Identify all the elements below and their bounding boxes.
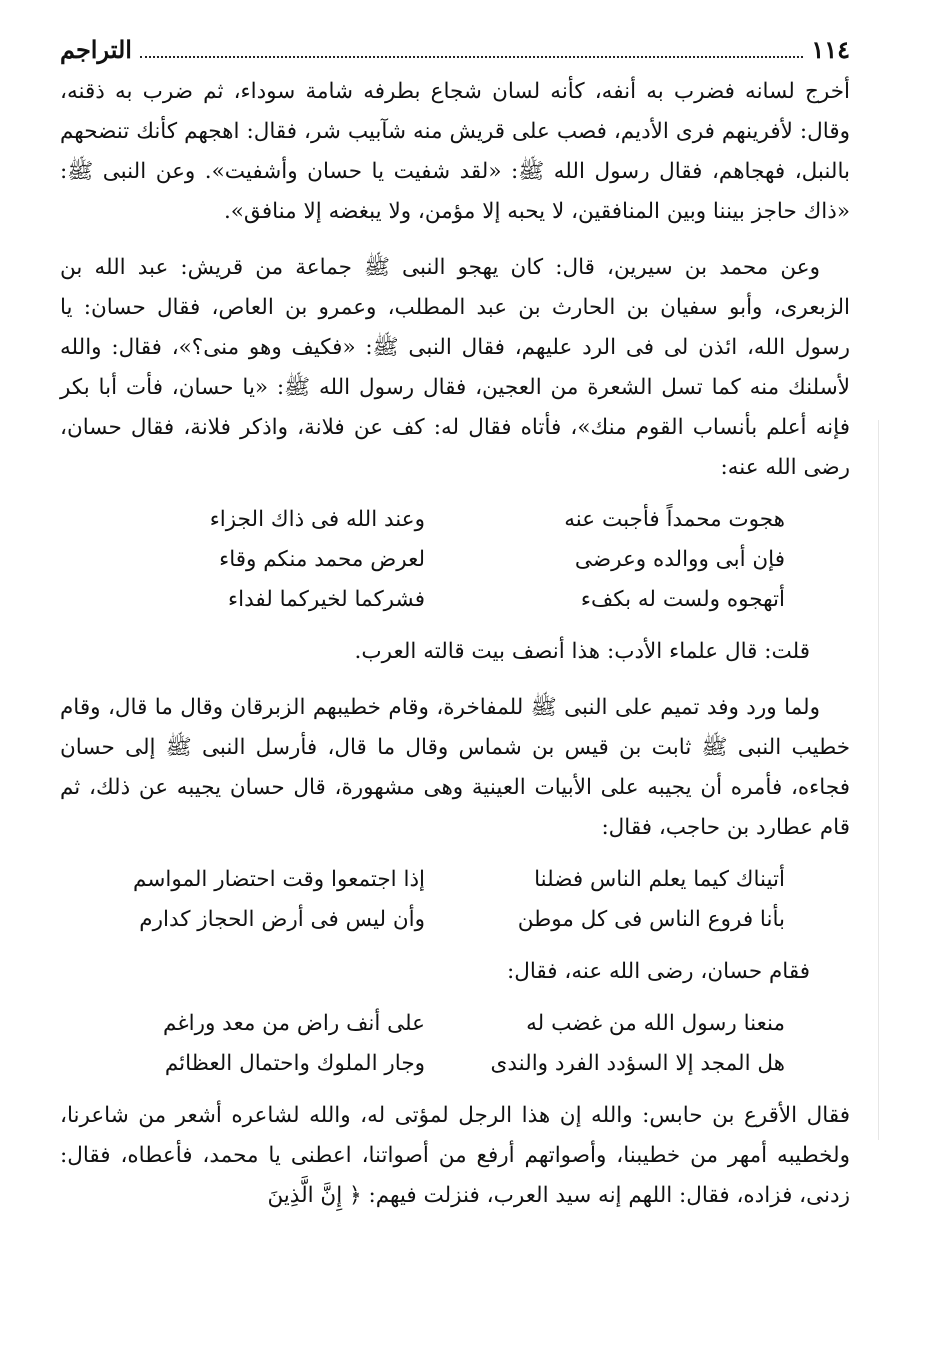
- verse-second-hemistich: وجار الملوك واحتمال العظائم: [164, 1051, 425, 1076]
- verse-line: [125, 900, 785, 940]
- verse-first-hemistich: هل المجد إلا السؤدد الفرد والندى: [490, 1051, 785, 1076]
- verse-line: [125, 1044, 785, 1084]
- verse-line: [125, 500, 785, 540]
- spacer: [60, 672, 850, 688]
- paragraph-1: أخرج لسانه فضرب به أنفه، كأنه لسان شجاع بطرفه شامة سوداء، ثم ضرب به ذقنه، وقال: لأفرينهم فرى الأديم، فصب على قريش منه شآبيب شر، فقال: اهجهم كأنك تنضحهم بالنبل، فهجاهم، فقال رسول الله ﷺ: «لقد شفيت يا حسان وأشفيت». وعن النبى ﷺ: «ذاك حاجز بيننا وبين المنافقين، لا يحبه إلا مؤمن، ولا يبغضه إلا منافق».: [60, 79, 850, 224]
- paragraph-2: وعن محمد بن سيرين، قال: كان يهجو النبى ﷺ جماعة من قريش: عبد الله بن الزبعرى، وأبو سفيان بن الحارث بن عبد المطلب، وعمرو بن العاص، فقال حسان: يا رسول الله، ائذن لى فى الرد عليهم، فقال النبى ﷺ: «فكيف وهو منى؟»، فقال: والله لأسلنك منه كما تسل الشعرة من العجين، فقال رسول الله ﷺ: «يا حسان، فأت أبا بكر فإنه أعلم بأنساب القوم منك»، فأتاه فقال له: كف عن فلانة، واذكر فلانة، فقال حسان، رضى الله عنه:: [60, 255, 850, 480]
- verse-line: [125, 1004, 785, 1044]
- verse-first-hemistich: بأنا فروع الناس فى كل موطن: [517, 907, 785, 932]
- paragraph-3: ولما ورد وفد تميم على النبى ﷺ للمفاخرة، وقام خطيبهم الزبرقان وقال ما قال، وقام خطيب النبى ﷺ ثابت بن قيس بن شماس وقال ما قال، فأرسل النبى ﷺ إلى حسان فجاءه، فأمره أن يجيبه على الأبيات العينية وهى مشهورة، قال حسان يجيبه عن ذلك، ثم قام عطارد بن حاجب، فقال:: [60, 695, 850, 840]
- poem-hassan-1: [125, 500, 785, 620]
- verse-first-hemistich: هجوت محمداً فأجبت عنه: [564, 507, 785, 532]
- verse-first-hemistich: منعنا رسول الله من غضب له: [526, 1011, 785, 1036]
- verse-second-hemistich: لعرض محمد منكم وقاء: [219, 547, 425, 572]
- verse-first-hemistich: أتهجوه ولست له بكفء: [580, 587, 785, 612]
- scan-margin-line: [878, 420, 879, 1140]
- spacer: [60, 940, 850, 952]
- book-page: [60, 28, 850, 1216]
- verse-line: [125, 580, 785, 620]
- spacer: [60, 848, 850, 860]
- verse-second-hemistich: فشركما لخيركما لفداء: [228, 587, 425, 612]
- verse-first-hemistich: أتيناك كيما يعلم الناس فضلنا: [534, 867, 785, 892]
- spacer: [60, 232, 850, 248]
- verse-second-hemistich: وعند الله فى ذاك الجزاء: [209, 507, 425, 532]
- page-header: [60, 28, 850, 72]
- header-dotted-leader: [140, 56, 803, 58]
- page-number: ١١٤: [811, 35, 850, 64]
- poem-hassan-2: [125, 1004, 785, 1084]
- paragraph-4: فقال الأقرع بن حابس: والله إن هذا الرجل لمؤتى له، والله لشاعره أشعر من شاعرنا، ولخطيبه أمهر من خطيبنا، وأصواتهم أرفع من أصواتنا، اعطنى يا محمد، فأعطاه، فقال: زدنى، فزاده، فقال: اللهم إنه سيد العرب، فنزلت فيهم: ﴿ إِنَّ الَّذِينَ: [60, 1103, 850, 1208]
- verse-first-hemistich: فإن أبى ووالده وعرضى: [574, 547, 785, 572]
- verse-second-hemistich: إذا اجتمعوا وقت احتضار المواسم: [133, 867, 425, 892]
- verse-line: [125, 540, 785, 580]
- spacer: [60, 1084, 850, 1096]
- note-hassan-intro: فقام حسان، رضى الله عنه، فقال:: [506, 959, 810, 984]
- spacer: [60, 992, 850, 1004]
- spacer: [60, 620, 850, 632]
- section-title: التراجم: [60, 35, 132, 64]
- spacer: [60, 488, 850, 500]
- note-qultu: قلت: قال علماء الأدب: هذا أنصف بيت قالته العرب.: [354, 639, 810, 664]
- verse-second-hemistich: وأن ليس فى أرض الحجاز كدارم: [139, 907, 425, 932]
- verse-second-hemistich: على أنف راض من معد وراغم: [163, 1011, 425, 1036]
- verse-line: [125, 860, 785, 900]
- poem-utarid: [125, 860, 785, 940]
